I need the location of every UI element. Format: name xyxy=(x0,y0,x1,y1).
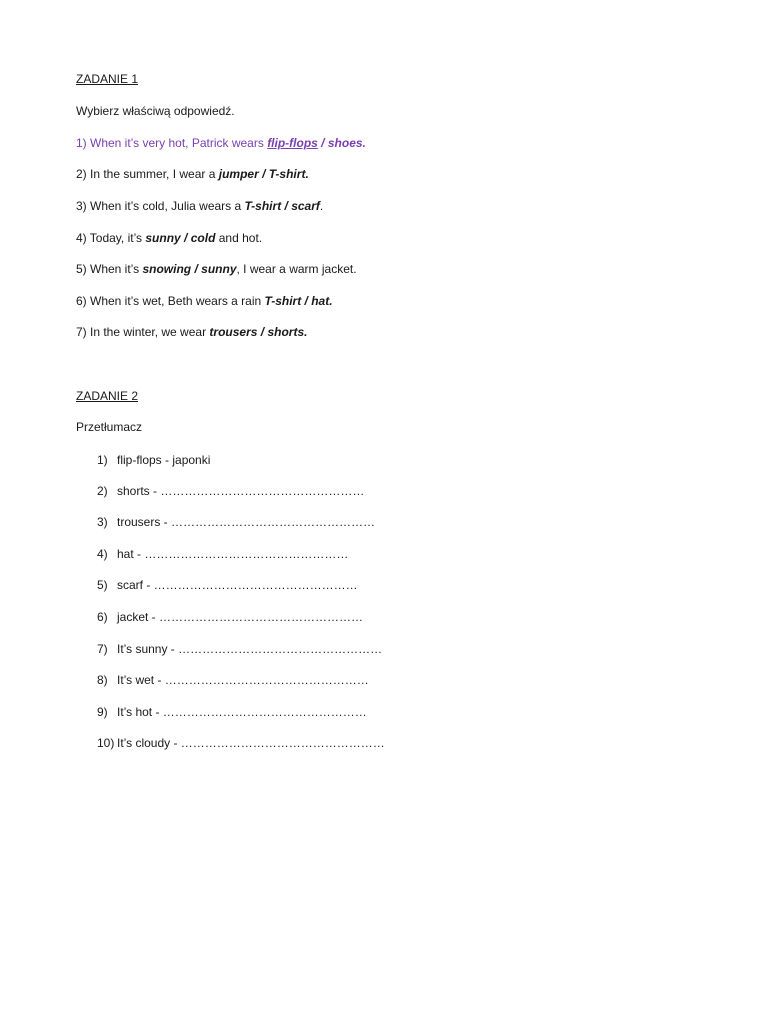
list-item-4-number: 4) xyxy=(97,547,108,561)
sentence-5-slash: / xyxy=(191,262,202,276)
task1-heading: ZADANIE 1 xyxy=(76,72,139,86)
sentence-1 xyxy=(76,136,366,150)
sentence-7-option-b: shorts xyxy=(267,325,305,339)
list-item-8-text: It’s wet - …………………………………………… xyxy=(117,673,369,687)
sentence-4 xyxy=(76,231,262,245)
list-item-10-number: 10) xyxy=(97,736,115,750)
list-item-2 xyxy=(97,484,364,498)
list-item-1-number: 1) xyxy=(97,453,108,467)
list-item-3-number: 3) xyxy=(97,515,108,529)
list-item-5 xyxy=(97,578,358,592)
sentence-3 xyxy=(76,199,323,213)
list-item-6 xyxy=(97,610,363,624)
list-item-2-text: shorts - …………………………………………… xyxy=(117,484,365,498)
sentence-1-option-b: shoes xyxy=(327,136,363,150)
list-item-4 xyxy=(97,547,348,561)
sentence-4-text: 4) Today, it’s xyxy=(76,231,146,245)
sentence-6 xyxy=(76,294,333,308)
list-item-8-number: 8) xyxy=(97,673,108,687)
sentence-3-text: 3) When it’s cold, Julia wears a xyxy=(76,199,245,213)
sentence-3-slash: / xyxy=(281,199,292,213)
list-item-1-text: flip-flops - japonki xyxy=(117,453,211,467)
sentence-2 xyxy=(76,167,309,181)
sentence-1-end: . xyxy=(362,136,366,150)
sentence-7-text: 7) In the winter, we wear xyxy=(76,325,210,339)
sentence-6-option-a: T-shirt xyxy=(264,294,302,308)
list-item-7-text: It’s sunny - …………………………………………… xyxy=(117,642,383,656)
list-item-3-text: trousers - …………………………………………… xyxy=(117,515,376,529)
task2-instruction: Przetłumacz xyxy=(76,420,143,434)
sentence-2-slash: / xyxy=(258,167,269,181)
sentence-5-end: , I wear a warm jacket. xyxy=(236,262,357,276)
list-item-6-text: jacket - …………………………………………… xyxy=(117,610,364,624)
sentence-2-option-a: jumper xyxy=(218,167,259,181)
sentence-1-text: 1) When it’s very hot, Patrick wears xyxy=(76,136,268,150)
list-item-10-text: It’s cloudy - …………………………………………… xyxy=(117,736,385,750)
list-item-5-text: scarf - …………………………………………… xyxy=(117,578,358,592)
sentence-7 xyxy=(76,325,307,339)
sentence-5-option-b: sunny xyxy=(201,262,237,276)
sentence-1-slash: / xyxy=(317,136,328,150)
task2-heading: ZADANIE 2 xyxy=(76,389,139,403)
sentence-5 xyxy=(76,262,357,276)
list-item-8 xyxy=(97,673,369,687)
sentence-7-end: . xyxy=(304,325,308,339)
task1-instruction: Wybierz właściwą odpowiedź. xyxy=(76,104,235,118)
list-item-7-number: 7) xyxy=(97,642,108,656)
sentence-3-option-b: scarf xyxy=(291,199,320,213)
sentence-6-slash: / xyxy=(301,294,312,308)
list-item-3 xyxy=(97,515,375,529)
list-item-7 xyxy=(97,642,382,656)
list-item-9 xyxy=(97,705,367,719)
sentence-3-option-a: T-shirt xyxy=(244,199,282,213)
sentence-6-end: . xyxy=(329,294,333,308)
sentence-5-option-a: snowing xyxy=(142,262,192,276)
sentence-4-slash: / xyxy=(180,231,191,245)
sentence-2-option-b: T-shirt xyxy=(268,167,306,181)
list-item-2-number: 2) xyxy=(97,484,108,498)
sentence-2-text: 2) In the summer, I wear a xyxy=(76,167,219,181)
sentence-6-text: 6) When it’s wet, Beth wears a rain xyxy=(76,294,265,308)
list-item-9-number: 9) xyxy=(97,705,108,719)
sentence-4-option-a: sunny xyxy=(145,231,181,245)
list-item-4-text: hat - …………………………………………… xyxy=(117,547,349,561)
sentence-4-end: and hot. xyxy=(215,231,263,245)
sentence-1-option-a: flip-flops xyxy=(267,136,318,150)
list-item-10 xyxy=(97,736,385,750)
sentence-7-option-a: trousers xyxy=(209,325,258,339)
list-item-5-number: 5) xyxy=(97,578,108,592)
list-item-6-number: 6) xyxy=(97,610,108,624)
sentence-7-slash: / xyxy=(257,325,268,339)
sentence-5-text: 5) When it’s xyxy=(76,262,143,276)
sentence-4-option-b: cold xyxy=(190,231,216,245)
list-item-1 xyxy=(97,453,210,467)
sentence-6-option-b: hat xyxy=(311,294,330,308)
list-item-9-text: It’s hot - …………………………………………… xyxy=(117,705,367,719)
sentence-2-end: . xyxy=(305,167,309,181)
sentence-3-end: . xyxy=(319,199,324,213)
